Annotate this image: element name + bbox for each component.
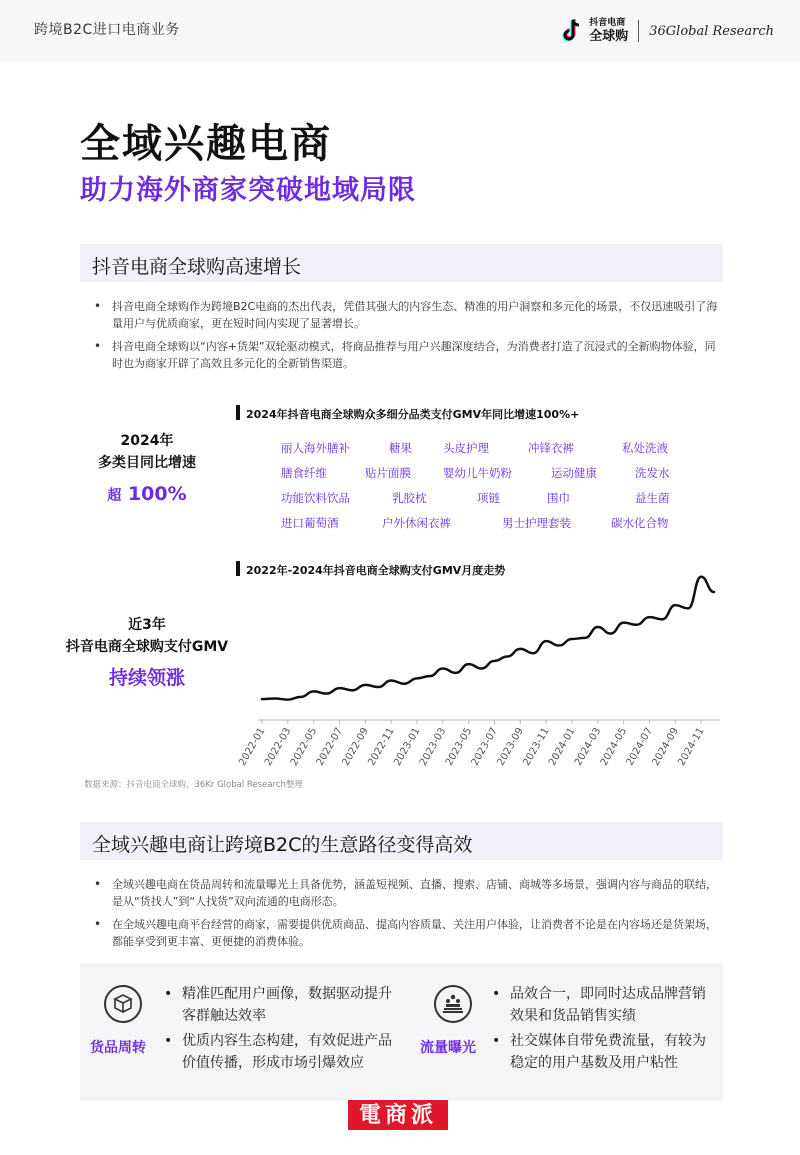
x-tick-label: 2022-09 — [340, 726, 371, 768]
x-tick-label: 2022-11 — [366, 726, 397, 768]
boxes-icon — [104, 985, 142, 1023]
logo-text-top: 抖音电商 — [589, 18, 626, 28]
feature-box — [80, 963, 723, 1101]
x-tick-label: 2024-05 — [598, 726, 630, 768]
stat-accent: 持续领涨 — [108, 667, 185, 689]
stat-prefix: 超 — [107, 488, 122, 504]
gmv-line-chart — [230, 560, 730, 775]
category-tag: 围巾 — [547, 491, 570, 505]
category-growth-stat — [62, 430, 232, 510]
logo-text-bottom: 全球购 — [589, 29, 629, 44]
stat-period: 近3年 — [128, 617, 166, 633]
x-tick-label: 2023-09 — [495, 726, 526, 768]
category-tag: 冲锋衣裤 — [528, 441, 574, 455]
stat-number: 100% — [127, 483, 187, 505]
stat-value — [62, 480, 232, 510]
category-tag: 运动健康 — [551, 466, 597, 480]
feature-list-turnover — [162, 983, 402, 1077]
gmv-series-line — [262, 577, 714, 700]
feature-item: • 精准匹配用户画像，数据驱动提升客群触达效率 — [162, 983, 402, 1027]
x-tick-label: 2022-03 — [263, 726, 294, 768]
x-tick-label: 2024-09 — [650, 726, 681, 768]
brand-logos — [561, 14, 774, 48]
category-chart-heading: 2024年抖音电商全球购众多细分品类支付GMV年同比增速100%+ — [236, 406, 579, 422]
category-tag: 户外休闲衣裤 — [382, 516, 451, 530]
bullet-item: • 在全域兴趣电商平台经营的商家，需要提供优质商品、提高内容质量、关注用户体验，让消费者不论是在内容场还是货架场，都能享受到更丰富、更便捷的消费体验。 — [92, 916, 722, 950]
stat-year: 2024年 — [120, 433, 174, 449]
bullet-item: • 抖音电商全球购以“内容+货架”双轮驱动模式，将商品推荐与用户兴趣深度结合，为消费者打造了沉浸式的全新购物体验，同时也为商家开辟了高效且多元化的全新销售渠道。 — [92, 338, 722, 372]
document-label: 跨境B2C进口电商业务 — [34, 22, 180, 38]
feature-list-traffic — [490, 983, 716, 1077]
category-tag: 洗发水 — [635, 466, 670, 480]
feature-label-turnover: 货品周转 — [90, 1040, 146, 1056]
growth-bullets — [92, 298, 722, 378]
bullet-item: • 全域兴趣电商在货品周转和流量曝光上具备优势，涵盖短视频、直播、搜索、店铺、商城等多场景，强调内容与商品的联结，是从“货找人”到“人找货”双向流通的电商形态。 — [92, 876, 722, 910]
x-tick-label: 2023-11 — [521, 726, 552, 768]
bullet-item: • 抖音电商全球购作为跨境B2C电商的杰出代表，凭借其强大的内容生态、精准的用户洞察和多元化的场景，不仅迅速吸引了海量用户与优质商家，更在短时间内实现了显著增长。 — [92, 298, 722, 332]
category-tag: 乳胶枕 — [392, 491, 427, 505]
category-tag: 丽人海外膳补 — [281, 441, 350, 455]
x-axis-ticks — [237, 720, 707, 768]
x-tick-label: 2023-05 — [443, 726, 475, 768]
feature-item: • 品效合一，即同时达成品牌营销效果和货品销售实绩 — [490, 983, 716, 1027]
sub-title: 助力海外商家突破地域局限 — [80, 175, 416, 206]
top-bar — [0, 0, 800, 62]
data-source: 数据来源：抖音电商全球购，36Kr Global Research整理 — [84, 780, 303, 790]
feature-label-traffic: 流量曝光 — [420, 1040, 476, 1056]
x-tick-label: 2024-01 — [547, 726, 578, 768]
feature-item: • 优质内容生态构建，有效促进产品价值传播，形成市场引爆效应 — [162, 1030, 402, 1074]
section-header-efficiency — [80, 822, 723, 860]
x-tick-label: 2023-03 — [417, 726, 449, 768]
category-tag: 婴幼儿牛奶粉 — [443, 466, 512, 480]
category-tag: 进口葡萄酒 — [281, 516, 339, 530]
category-tag: 男士护理套装 — [502, 516, 571, 530]
category-tag: 膳食纤维 — [281, 466, 327, 480]
category-tag: 糖果 — [389, 441, 412, 455]
efficiency-bullets — [92, 876, 722, 956]
x-tick-label: 2024-03 — [572, 726, 604, 768]
category-tag: 贴片面膜 — [365, 466, 411, 480]
x-tick-label: 2022-01 — [237, 726, 268, 768]
section-header-growth — [80, 244, 723, 282]
x-tick-label: 2022-07 — [314, 726, 346, 768]
gmv-chart-heading: 2022年-2024年抖音电商全球购支付GMV月度走势 — [236, 562, 505, 578]
x-tick-label: 2022-05 — [288, 726, 320, 768]
category-tag: 项链 — [477, 491, 500, 505]
stat-description: 多类目同比增速 — [98, 455, 196, 471]
audience-icon — [434, 985, 472, 1023]
main-title: 全域兴趣电商 — [80, 121, 332, 167]
x-tick-label: 2023-01 — [392, 726, 423, 768]
section-title: 抖音电商全球购高速增长 — [92, 256, 302, 278]
category-tag: 私处洗液 — [622, 441, 668, 455]
x-tick-label: 2024-07 — [624, 726, 656, 768]
category-tag: 头皮护理 — [443, 441, 489, 455]
watermark-logo: 電商派 — [348, 1100, 448, 1130]
tiktok-icon — [561, 18, 583, 44]
gmv-stat — [62, 614, 232, 692]
logo-divider — [638, 20, 639, 42]
category-tag: 碳水化合物 — [611, 516, 669, 530]
douyin-logo-text — [589, 18, 628, 44]
stat-description: 抖音电商全球购支付GMV — [65, 639, 229, 655]
36kr-logo: 36Global Research — [649, 23, 774, 39]
x-tick-label: 2023-07 — [469, 726, 501, 768]
feature-item: • 社交媒体自带免费流量，有较为稳定的用户基数及用户粘性 — [490, 1030, 716, 1074]
x-tick-label: 2024-11 — [676, 726, 707, 768]
category-tag: 益生菌 — [635, 491, 670, 505]
section-title: 全域兴趣电商让跨境B2C的生意路径变得高效 — [92, 834, 473, 856]
category-tag: 功能饮料饮品 — [281, 491, 350, 505]
